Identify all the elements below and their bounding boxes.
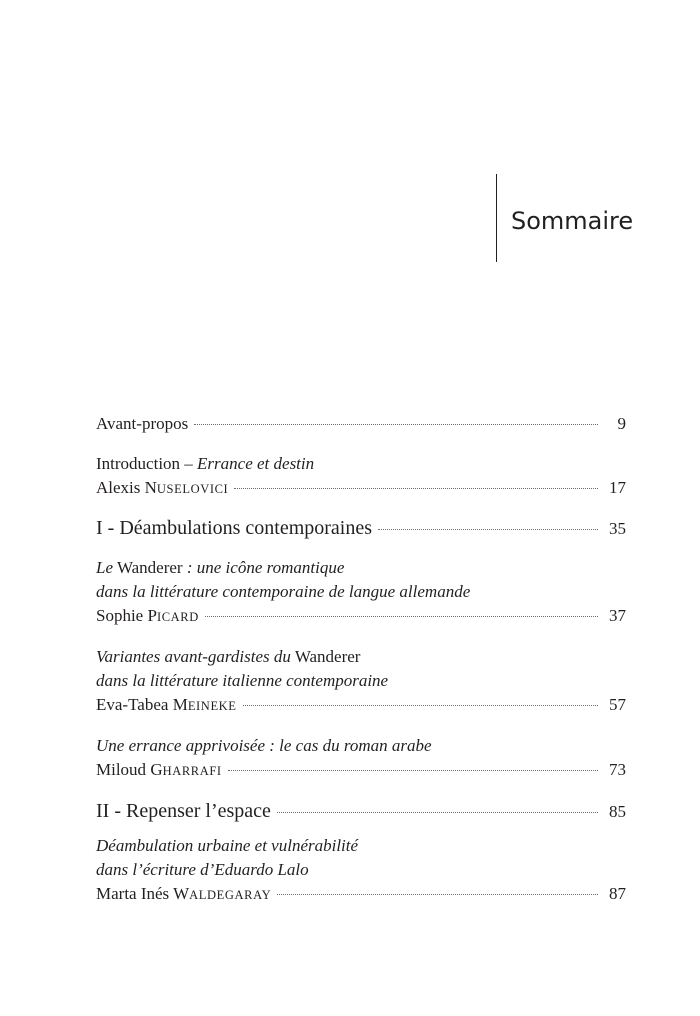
author-name	[96, 693, 237, 718]
entry-title-line2: dans l’écriture d’Eduardo Lalo	[96, 860, 309, 879]
title-rule	[496, 174, 497, 262]
page-number: 85	[609, 802, 626, 821]
author-name	[96, 476, 228, 501]
toc-row	[96, 882, 626, 907]
toc-entry-gharrafi[interactable]	[96, 734, 626, 783]
author-last-rest: ICARD	[156, 610, 199, 624]
title-roman: Wanderer	[113, 558, 183, 577]
dot-leader	[378, 529, 598, 530]
author-first-name: Alexis	[96, 478, 141, 497]
toc-entry-introduction[interactable]	[96, 452, 626, 501]
author-last-rest: USELOVICI	[156, 482, 229, 496]
toc-entry-waldegaray[interactable]	[96, 834, 626, 907]
entry-title-line2: dans la littérature italienne contemporaine	[96, 671, 389, 690]
entry-title	[96, 556, 626, 580]
toc-row	[96, 476, 626, 501]
author-first-name: Marta Inés	[96, 884, 170, 903]
section-heading: I - Déambulations contemporaines	[96, 517, 373, 539]
title-italic: Errance et destin	[197, 454, 315, 473]
title-italic: Le	[96, 558, 113, 577]
author-last-initial: G	[150, 760, 163, 779]
entry-title-line2: dans la littérature contemporaine de langue allemande	[96, 582, 471, 601]
entry-title	[96, 452, 626, 476]
page-number: 37	[609, 606, 626, 625]
toc-section-2[interactable]	[96, 797, 626, 826]
toc-row	[96, 514, 626, 543]
author-name	[96, 758, 222, 783]
author-last-rest: EINEKE	[187, 699, 237, 713]
entry-title: Déambulation urbaine et vulnérabilité	[96, 836, 359, 855]
author-last-initial: P	[147, 606, 157, 625]
author-name	[96, 882, 271, 907]
author-last-rest: HARRAFI	[162, 764, 222, 778]
toc-row	[96, 758, 626, 783]
title-roman: Wanderer	[290, 647, 361, 666]
author-first-name: Eva-Tabea	[96, 695, 169, 714]
author-last-initial: N	[144, 478, 157, 497]
page-number: 73	[609, 760, 626, 779]
dot-leader	[205, 616, 598, 617]
toc-entry-avant-propos[interactable]	[96, 412, 626, 436]
dot-leader	[228, 770, 598, 771]
page-number: 87	[609, 884, 626, 903]
toc-section-1[interactable]	[96, 514, 626, 543]
toc-label: Avant-propos	[96, 414, 189, 433]
author-last-initial: M	[172, 695, 188, 714]
author-name	[96, 604, 199, 629]
dot-leader	[243, 705, 598, 706]
entry-title: Une errance apprivoisée : le cas du roman arabe	[96, 736, 432, 755]
page-number: 57	[609, 695, 626, 714]
toc-row	[96, 797, 626, 826]
section-heading: II - Repenser l’espace	[96, 800, 271, 822]
title-italic: : une icône romantique	[182, 558, 345, 577]
page-title: Sommaire	[511, 207, 634, 235]
title-prefix: Introduction –	[96, 454, 198, 473]
toc-row	[96, 693, 626, 718]
author-last-initial: W	[173, 884, 190, 903]
page-number: 35	[609, 519, 626, 538]
author-first-name: Sophie	[96, 606, 144, 625]
entry-title	[96, 645, 626, 669]
toc-entry-picard[interactable]	[96, 556, 626, 629]
author-first-name: Miloud	[96, 760, 147, 779]
dot-leader	[277, 812, 598, 813]
author-last-rest: ALDEGARAY	[189, 888, 272, 902]
toc-row	[96, 604, 626, 629]
toc-entry-meineke[interactable]	[96, 645, 626, 718]
table-of-contents	[96, 412, 626, 907]
title-italic: Variantes avant-gardistes du	[96, 647, 291, 666]
dot-leader	[234, 488, 598, 489]
page-number: 17	[609, 478, 626, 497]
page-number: 9	[617, 414, 626, 433]
dot-leader	[194, 424, 598, 425]
dot-leader	[277, 894, 598, 895]
toc-row	[96, 412, 626, 436]
